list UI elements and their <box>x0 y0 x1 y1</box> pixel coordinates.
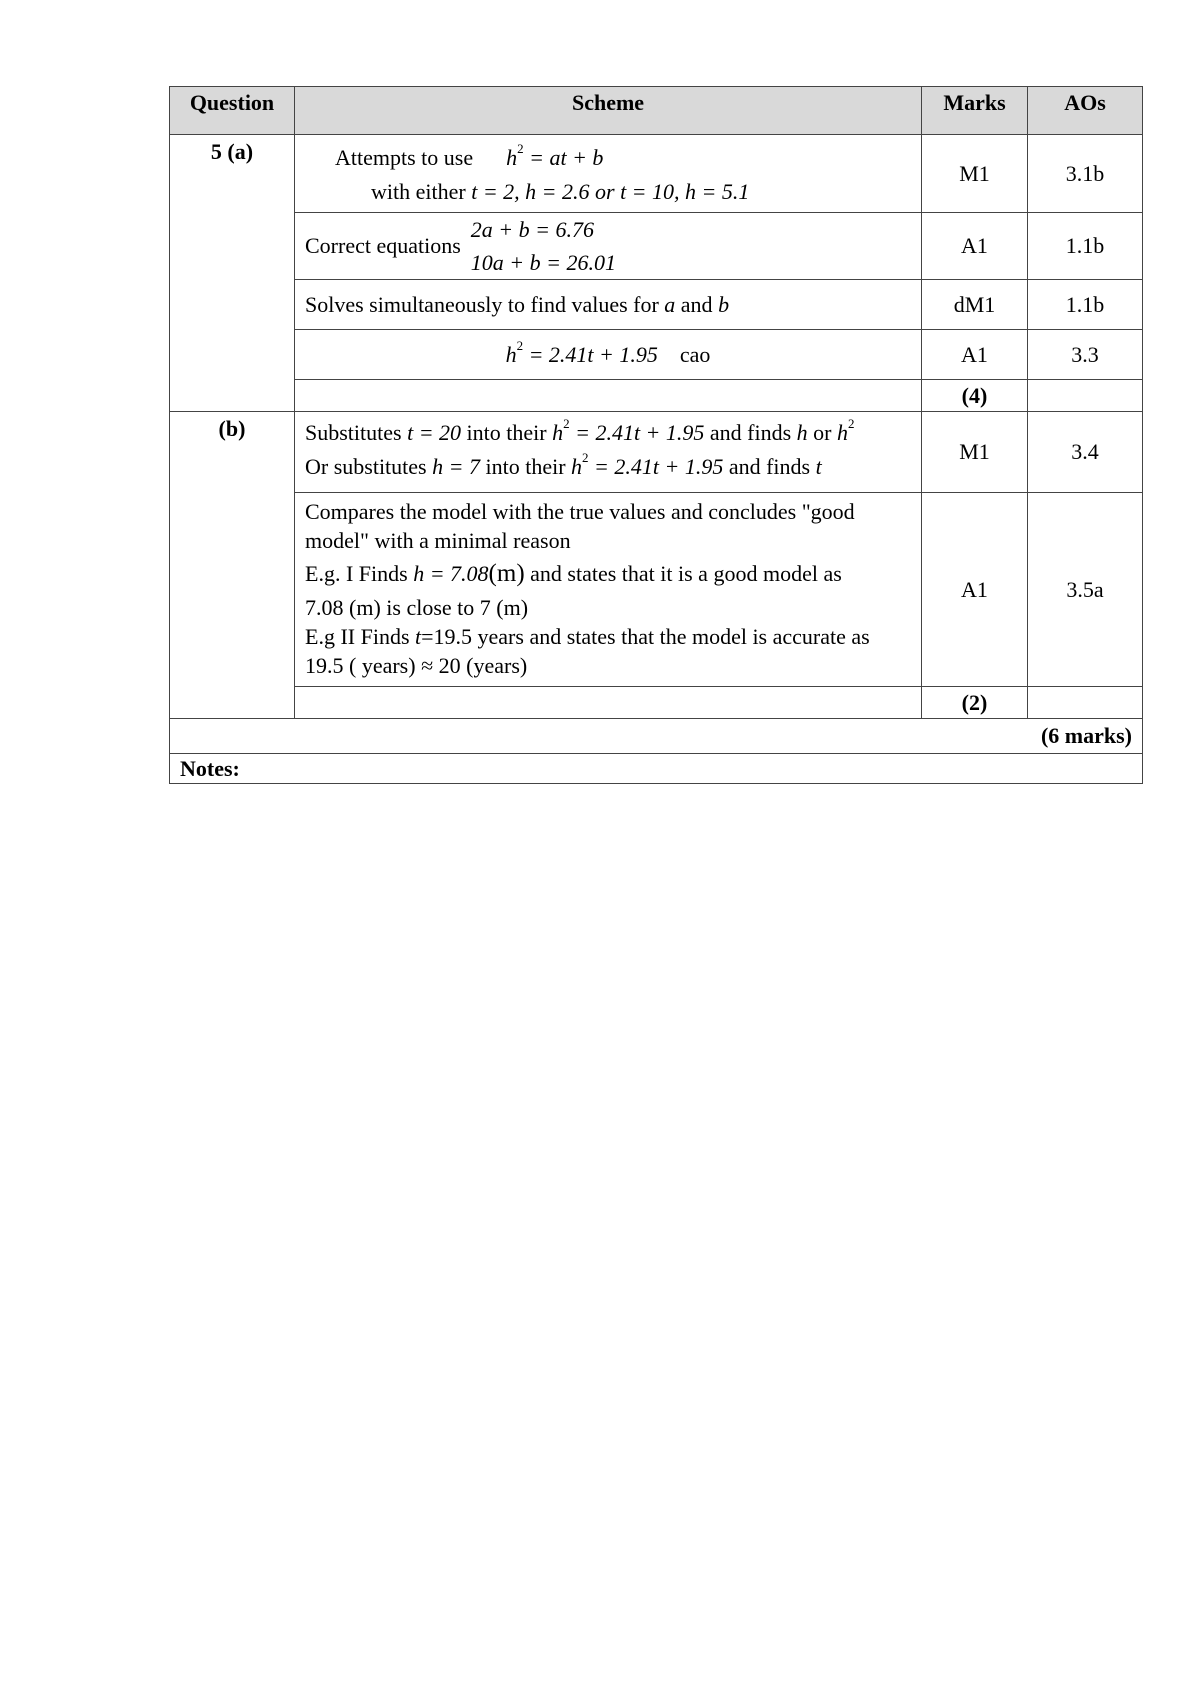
notes-label: Notes: <box>170 754 1143 784</box>
scheme-line: Or substitutes h = 7 into their $h^2 = 2.41t + 1.95$ and finds t <box>305 450 822 479</box>
subtotal-mark: (4) <box>922 380 1028 412</box>
question-label-a: 5 (a) <box>170 135 295 412</box>
ao-cell-empty <box>1028 380 1143 412</box>
scheme-cell <box>295 412 922 493</box>
subtotal-mark: (2) <box>922 687 1028 719</box>
table-row <box>170 493 1143 687</box>
mark-cell: A1 <box>922 493 1028 687</box>
scheme-line: E.g II Finds t=19.5 years and states that the model is accurate as 19.5 ( years) ≈ 20 (years) <box>305 624 870 678</box>
scheme-cell <box>295 493 922 687</box>
subtotal-row <box>170 380 1143 412</box>
table-row <box>170 213 1143 280</box>
scheme-line: E.g. I Finds h = 7.08(m) and states that it is a good model as <box>305 560 842 587</box>
header-marks: Marks <box>922 87 1028 135</box>
notes-row <box>170 754 1143 784</box>
ao-cell: 1.1b <box>1028 213 1143 280</box>
table-row <box>170 412 1143 493</box>
equation: 2a + b = 6.76 <box>470 217 594 242</box>
mark-cell: M1 <box>922 135 1028 213</box>
scheme-cell <box>295 135 922 213</box>
table-row <box>170 280 1143 330</box>
ao-cell: 3.1b <box>1028 135 1143 213</box>
equation: 10a + b = 26.01 <box>470 250 616 275</box>
header-aos: AOs <box>1028 87 1143 135</box>
scheme-cell-empty <box>295 380 922 412</box>
header-question: Question <box>170 87 295 135</box>
ao-cell: 1.1b <box>1028 280 1143 330</box>
table-row <box>170 330 1143 380</box>
scheme-line: with either t = 2, h = 2.6 or t = 10, h = 5.1 <box>371 179 750 204</box>
total-row <box>170 719 1143 754</box>
scheme-cell-empty <box>295 687 922 719</box>
scheme-cell <box>295 213 922 280</box>
mark-cell: A1 <box>922 330 1028 380</box>
mark-cell: M1 <box>922 412 1028 493</box>
scheme-paragraph: Compares the model with the true values and concludes "good model" with a minimal reason <box>305 499 855 553</box>
scheme-cell: $h^2 = 2.41t + 1.95$ cao <box>295 330 922 380</box>
total-marks: (6 marks) <box>170 719 1143 754</box>
question-label-b: (b) <box>170 412 295 719</box>
header-scheme: Scheme <box>295 87 922 135</box>
table-row <box>170 135 1143 213</box>
scheme-line: 7.08 (m) is close to 7 (m) <box>305 595 529 620</box>
scheme-cell: Solves simultaneously to find values for a and b <box>295 280 922 330</box>
scheme-line: Attempts to use $h^2$ = at + b <box>335 141 604 170</box>
ao-cell: 3.4 <box>1028 412 1143 493</box>
mark-cell: dM1 <box>922 280 1028 330</box>
ao-cell-empty <box>1028 687 1143 719</box>
ao-cell: 3.3 <box>1028 330 1143 380</box>
ao-cell: 3.5a <box>1028 493 1143 687</box>
header-row <box>170 87 1143 135</box>
subtotal-row <box>170 687 1143 719</box>
mark-scheme-table <box>169 86 1143 784</box>
mark-cell: A1 <box>922 213 1028 280</box>
scheme-line: Substitutes t = 20 into their $h^2 = 2.41t + 1.95$ and finds h or $h^2$ <box>305 416 855 445</box>
scheme-text: Correct equations <box>305 233 461 258</box>
